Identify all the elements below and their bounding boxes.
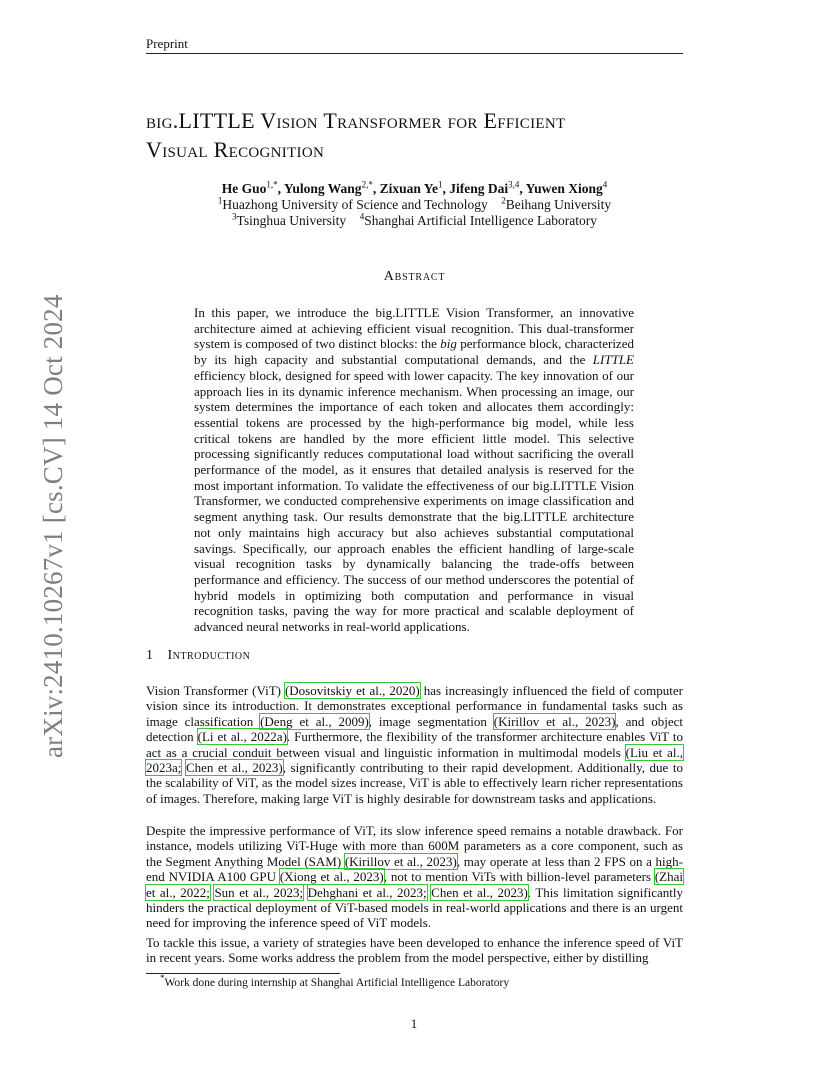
page-number: 1	[410, 1016, 418, 1031]
affiliation-mark: 2	[501, 195, 506, 206]
affiliations-line-2	[146, 213, 683, 229]
citation-link[interactable]: (Li et al., 2022a)	[197, 729, 287, 745]
text-run: , significantly contributing to their rapid development. Additionally, due to the scalability of ViT, as the model sizes increase, ViT is able to effectively learn richer representations of images. Therefore, making large ViT is highly desirable for downstream tasks and applications.	[146, 760, 683, 806]
author-name: Jifeng Dai	[449, 181, 509, 196]
section-heading-introduction	[146, 648, 250, 664]
author-name: Zixuan Ye	[379, 181, 438, 196]
text-run: , not to mention ViTs with billion-level parameters	[383, 869, 655, 885]
citation-link[interactable]: (Kirillov et al., 2023)	[493, 713, 616, 729]
emphasis-text: big	[440, 336, 457, 352]
abstract-heading: Abstract	[383, 269, 446, 284]
text-run: . This limitation significantly hinders the practical deployment of ViT-based models in real-world applications and there is an urgent need for improving the inference speed of ViT models.	[146, 884, 684, 931]
intro-paragraph-3	[146, 935, 683, 966]
citation-link[interactable]: (Zhai et al., 2022;	[146, 869, 683, 900]
emphasis-text: LITTLE	[592, 352, 634, 368]
affiliation-mark: 4	[359, 211, 365, 222]
affiliation-name: Tsinghua University	[236, 213, 347, 228]
author-name: He Guo	[221, 181, 267, 196]
affiliation-name: Shanghai Artificial Intelligence Laboratory	[364, 213, 597, 228]
citation-link[interactable]: (Xiong et al., 2023)	[279, 869, 384, 885]
intro-paragraph-1	[146, 683, 683, 806]
text-run: In this paper, we introduce the big.LITTLE Vision Transformer, an innovative architecture aimed at achieving efficient visual recognition. This dual-transformer system is composed of two distinct blocks: the	[194, 305, 634, 352]
footnote-rule	[146, 973, 340, 974]
affiliations-line-1	[146, 197, 683, 213]
text-run: , and object detection	[146, 713, 683, 745]
text-run	[303, 885, 308, 900]
section-number: 1	[146, 648, 154, 663]
title-line-2: Visual Recognition	[146, 137, 325, 162]
citation-link[interactable]: (Dosovitskiy et al., 2020)	[284, 683, 420, 698]
title-line-1: big.LITTLE Vision Transformer for Efficient	[146, 108, 566, 133]
arxiv-identifier-stamp: arXiv:2410.10267v1 [cs.CV] 14 Oct 2024	[38, 294, 68, 758]
header-rule	[146, 53, 683, 54]
intro-paragraph-2	[146, 823, 683, 931]
text-run: Vision Transformer (ViT)	[146, 683, 285, 698]
section-title: Introduction	[167, 648, 251, 663]
author-name: Yuwen Xiong	[525, 181, 603, 196]
citation-link[interactable]: (Kirillov et al., 2023)	[344, 853, 457, 869]
text-run: , may operate at less than 2 FPS on a high-end NVIDIA A100 GPU	[146, 853, 683, 885]
text-run: To tackle this issue, a variety of strategies have been developed to enhance the inference speed of ViT in recent years. Some works address the problem from the model perspective, either by distilling	[146, 935, 683, 966]
author-affiliation-mark: 3,4	[508, 179, 520, 190]
citation-link[interactable]: Dehghani et al., 2023;	[307, 884, 427, 900]
text-run: has increasingly influenced the field of computer vision since its introduction. It demonstrates exceptional performance in fundamental tasks such as image classification	[146, 683, 684, 729]
text-run: Despite the impressive performance of ViT, its slow inference speed remains a notable drawback. For instance, models utilizing ViT-Huge with more than 600M parameters as a core component, such as the Segment Anything Model (SAM)	[146, 823, 683, 869]
affiliation-mark: 3	[232, 211, 237, 222]
abstract-text	[194, 305, 634, 635]
text-run: efficiency block, designed for speed with lower capacity. The key innovation of our approach lies in its dynamic inference mechanism. When processing an image, our system determines the importance of each token and allocates them accordingly: essential tokens are processed by the high-performance big model, while less critical tokens are handled by the more efficient little model. This selective processing significantly reduces computational load without sacrificing the overall performance of the model, as it ensures that detailed analysis is reserved for the most important information. To validate the effectiveness of our big.LITTLE Vision Transformer, we conducted comprehensive experiments on image classification and segment anything task. Our results demonstrate that the big.LITTLE architecture not only maintains high accuracy but also achieves substantial computational savings. Specifically, our approach enables the efficient handling of large-scale visual recognition tasks by dynamically balancing the trade-offs between performance and efficiency. The success of our method underscores the potential of hybrid models in optimizing both computation and performance in visual recognition tasks, paving the way for more practical and scalable deployment of advanced neural networks in real-world applications.	[194, 367, 634, 635]
affiliation-mark: 1	[217, 195, 223, 206]
affiliation-name: Huazhong University of Science and Technology	[222, 197, 488, 212]
author-name: Yulong Wang	[283, 181, 362, 196]
text-run: . Furthermore, the flexibility of the transformer architecture enables ViT to act as a crucial conduit between visual and linguistic information in multimodal models	[146, 729, 683, 760]
author-affiliation-mark: 1,*	[266, 179, 278, 190]
affiliation-name: Beihang University	[505, 197, 612, 212]
author-affiliation-mark: 2,*	[361, 179, 373, 190]
footnote-text: Work done during internship at Shanghai Artificial Intelligence Laboratory	[164, 977, 510, 989]
citation-link[interactable]: Chen et al., 2023)	[431, 884, 528, 900]
citation-link[interactable]: (Liu et al., 2023a;	[146, 744, 683, 776]
author-affiliation-mark: 4	[602, 179, 608, 190]
running-header: Preprint	[146, 36, 188, 51]
footnote-mark: *	[160, 973, 165, 984]
author-block	[146, 181, 683, 229]
citation-link[interactable]: Sun et al., 2023;	[214, 884, 304, 900]
citation-link[interactable]: (Deng et al., 2009)	[260, 713, 369, 729]
author-names: He Guo$^{1,*}$, Yulong Wang$^{2,*}$, Zixuan Ye$^1$, Jifeng Dai$^{3,4}$, Yuwen Xiong$^4$	[221, 179, 608, 196]
footnote	[160, 973, 510, 989]
text-run: , image segmentation	[368, 713, 494, 729]
citation-link[interactable]: Chen et al., 2023)	[185, 760, 283, 776]
author-affiliation-mark: 1	[437, 179, 443, 190]
text-run: performance block, characterized by its high capacity and substantial computational demands, and the	[194, 336, 634, 368]
paper-title	[146, 106, 706, 164]
